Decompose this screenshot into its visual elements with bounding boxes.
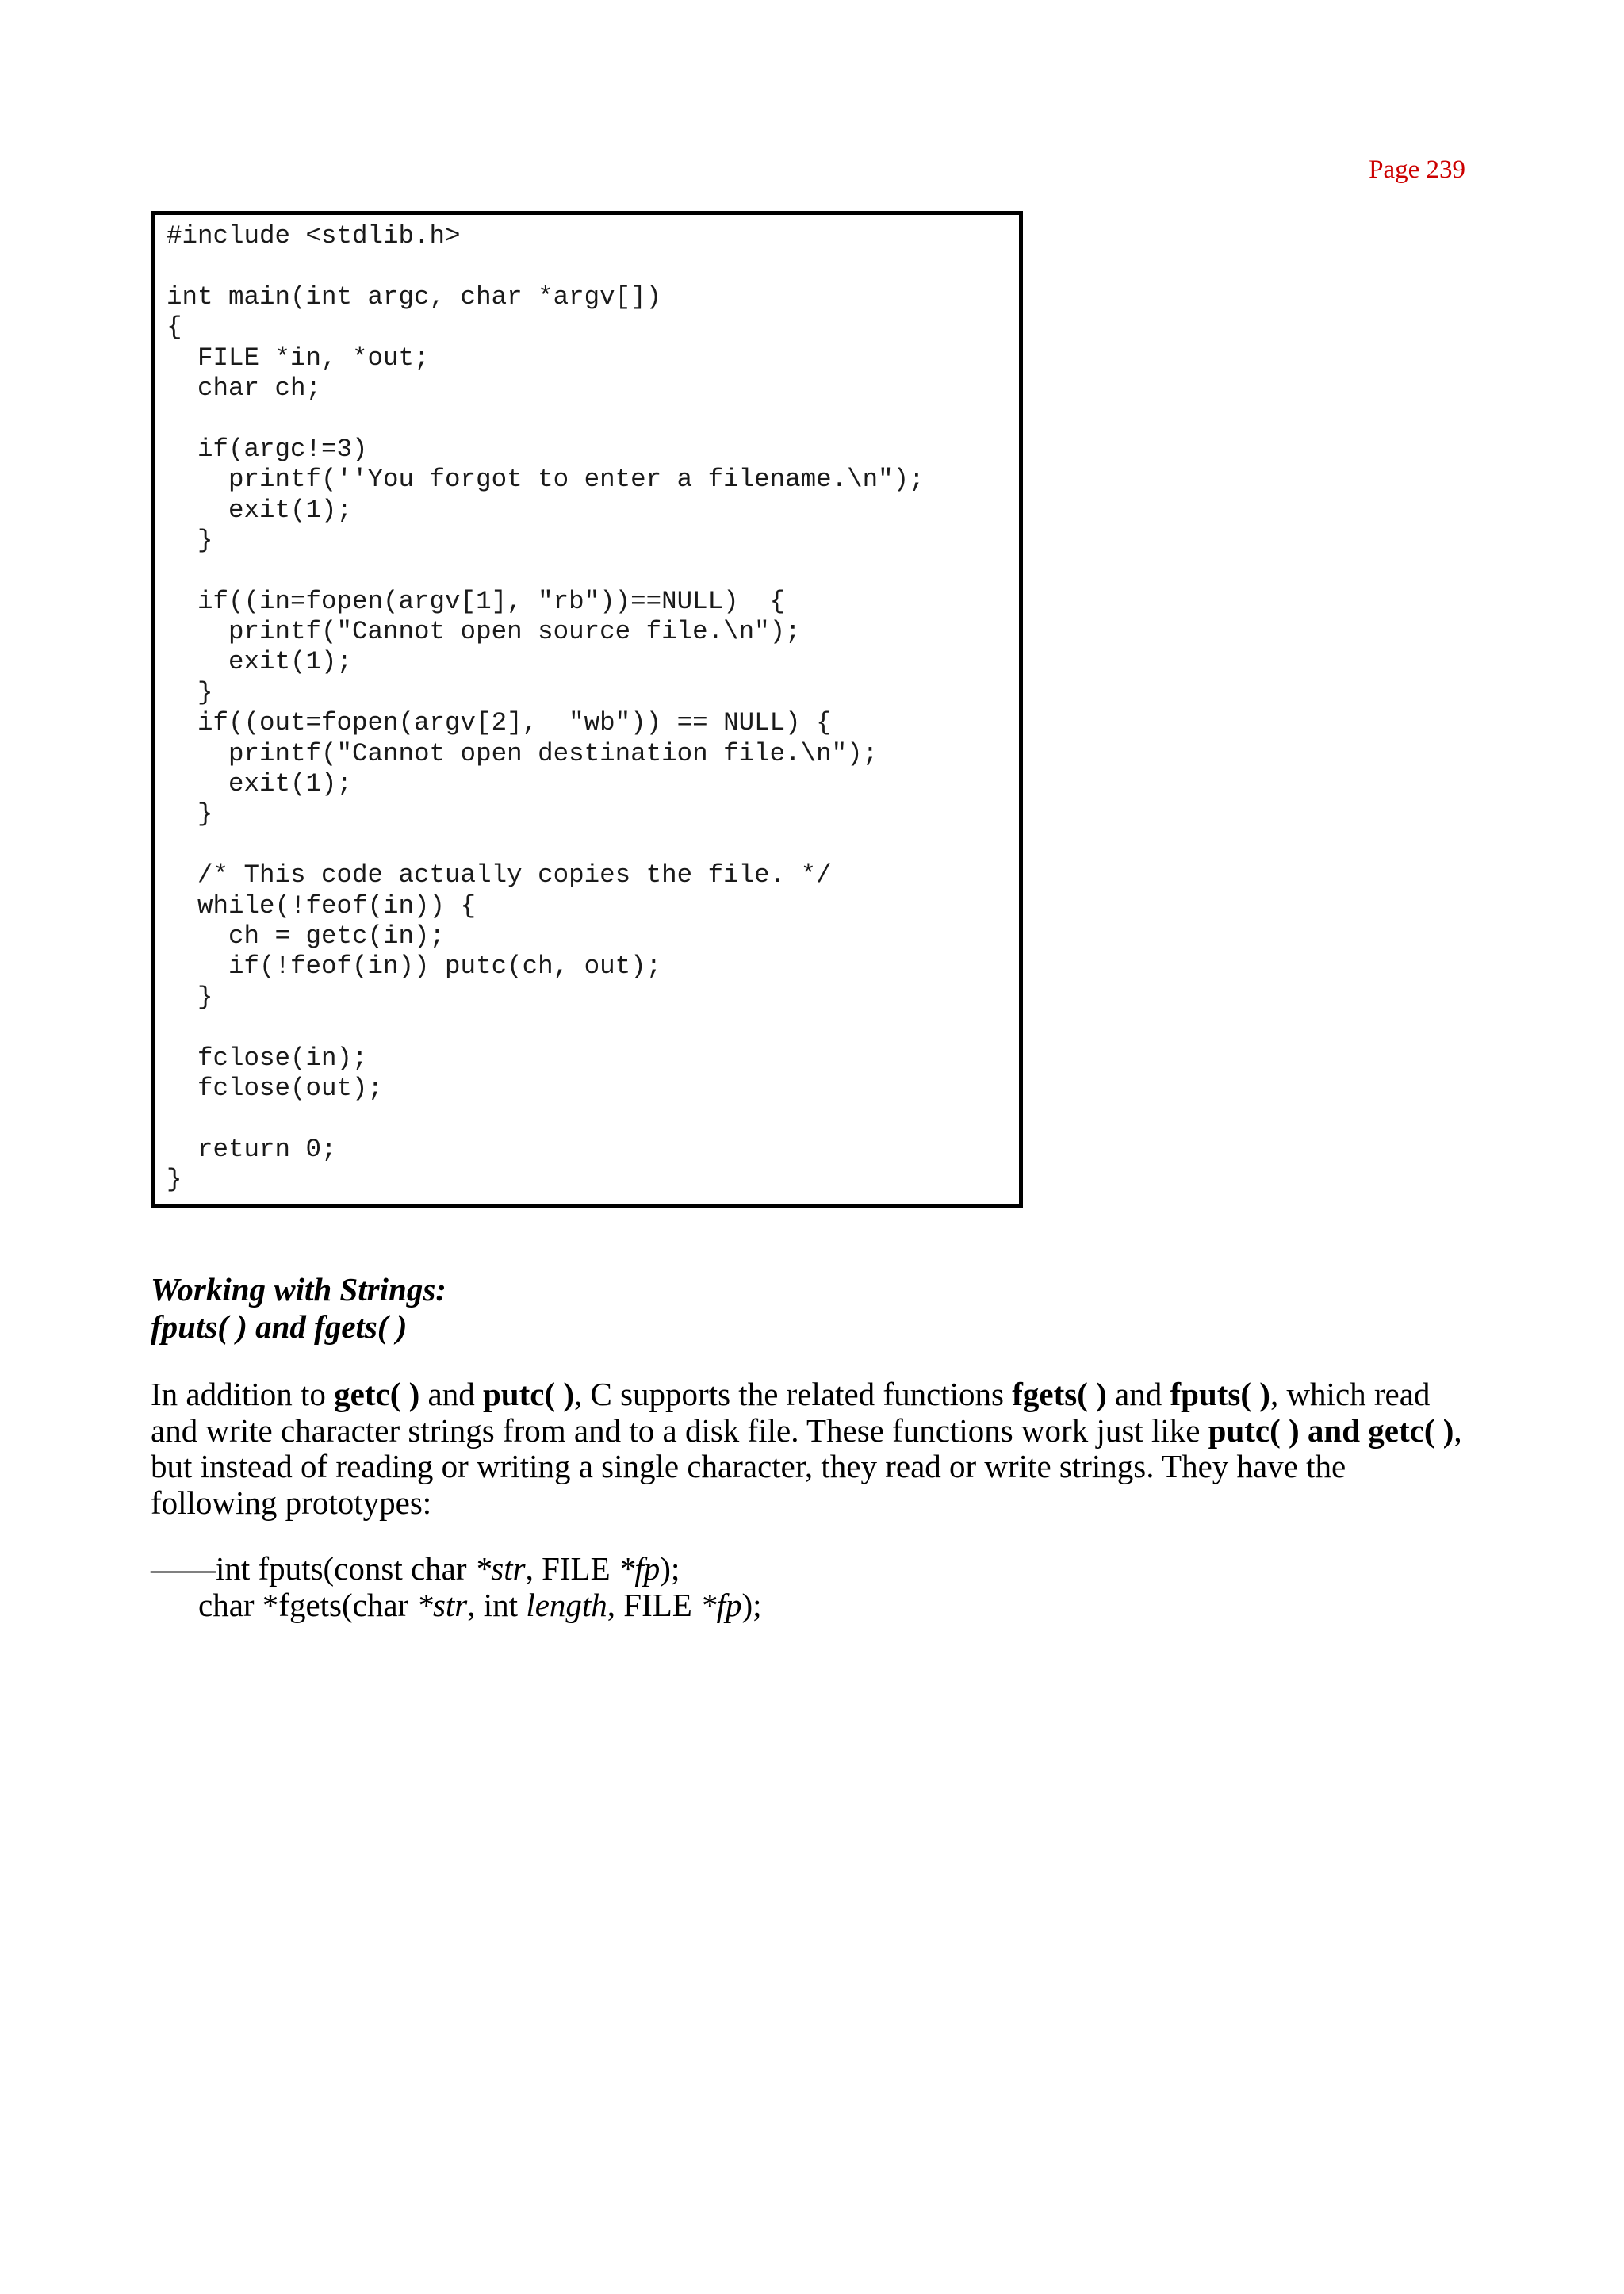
code-line: { [167,312,182,343]
code-line [167,404,1019,434]
page-number: Page 239 [1369,155,1465,184]
code-line: return 0; [167,1134,337,1164]
function-name: fgets( ) [1012,1376,1107,1412]
paragraph-line-4: following prototypes: [151,1484,432,1521]
function-name: getc( ) [334,1376,420,1412]
text-run: and [419,1376,483,1412]
code-line [167,1104,1019,1134]
section-heading-line-2: fputs( ) and fgets( ) [151,1308,408,1345]
text-run: , FILE [525,1550,619,1587]
code-line: } [167,799,213,829]
code-line: printf(''You forgot to enter a filename.\n"); [167,465,925,495]
text-run: , int [467,1587,527,1623]
code-line: char ch; [167,373,322,403]
code-line [167,556,1019,586]
code-line [167,830,1019,860]
code-line: if((out=fopen(argv[2], "wb")) == NULL) { [167,708,832,738]
code-line: exit(1); [167,647,353,677]
code-line: int main(int argc, char *argv[]) [167,281,662,312]
param-name: length [526,1587,607,1623]
code-line: /* This code actually copies the file. */ [167,860,832,890]
text-run: , C supports the related functions [574,1376,1013,1412]
code-line: if(!feof(in)) putc(ch, out); [167,952,662,982]
code-line: } [167,982,213,1012]
text-run: and [1106,1376,1170,1412]
prototype-fgets [151,1587,762,1623]
section-heading-line-1: Working with Strings: [151,1271,446,1308]
dash-mark: —— [151,1550,216,1587]
code-line: if(argc!=3) [167,434,368,464]
text-run: , FILE [607,1587,701,1623]
code-line: ch = getc(in); [167,921,446,951]
text-run: , which read [1270,1376,1431,1412]
code-line: #include <stdlib.h> [167,221,461,251]
code-line: } [167,525,213,555]
code-line: } [167,1165,182,1195]
code-line [167,251,1019,281]
text-run: char *fgets(char [198,1587,417,1623]
code-line: if((in=fopen(argv[1], "rb"))==NULL) { [167,586,786,616]
text-run: In addition to [151,1376,335,1412]
code-line: } [167,677,213,707]
text-run: and write character strings from and to a disk file. These functions work just like [151,1411,1208,1449]
code-line: fclose(in); [167,1043,368,1073]
code-line: exit(1); [167,769,353,799]
code-line: printf("Cannot open source file.\n"); [167,617,801,647]
prototype-fputs [151,1550,762,1587]
paragraph-line-3: but instead of reading or writing a single character, they read or write strings. They have the [151,1448,1346,1484]
function-name: putc( ) [482,1376,574,1412]
text-run: ); [660,1550,680,1587]
function-name: fputs( ) [1170,1376,1270,1412]
text-run: ); [741,1587,762,1623]
paragraph-line-2 [151,1413,1467,1450]
text-run: , [1454,1411,1462,1449]
code-line: fclose(out); [167,1073,384,1103]
code-listing [151,211,1023,1208]
prototypes-block [151,1550,762,1623]
text-run: int fputs(const char [216,1550,475,1587]
paragraph-line-1 [151,1377,1467,1413]
param-name: *fp [700,1587,742,1623]
code-line: printf("Cannot open destination file.\n"); [167,738,879,768]
code-line: exit(1); [167,495,353,525]
param-name: *str [416,1587,468,1623]
body-paragraph [151,1377,1467,1521]
code-line: FILE *in, *out; [167,343,430,373]
param-name: *str [474,1550,526,1587]
section-heading [151,1271,446,1346]
code-line: while(!feof(in)) { [167,890,477,921]
param-name: *fp [618,1550,661,1587]
function-name: putc( ) and getc( ) [1208,1411,1454,1449]
code-line [167,1013,1019,1043]
